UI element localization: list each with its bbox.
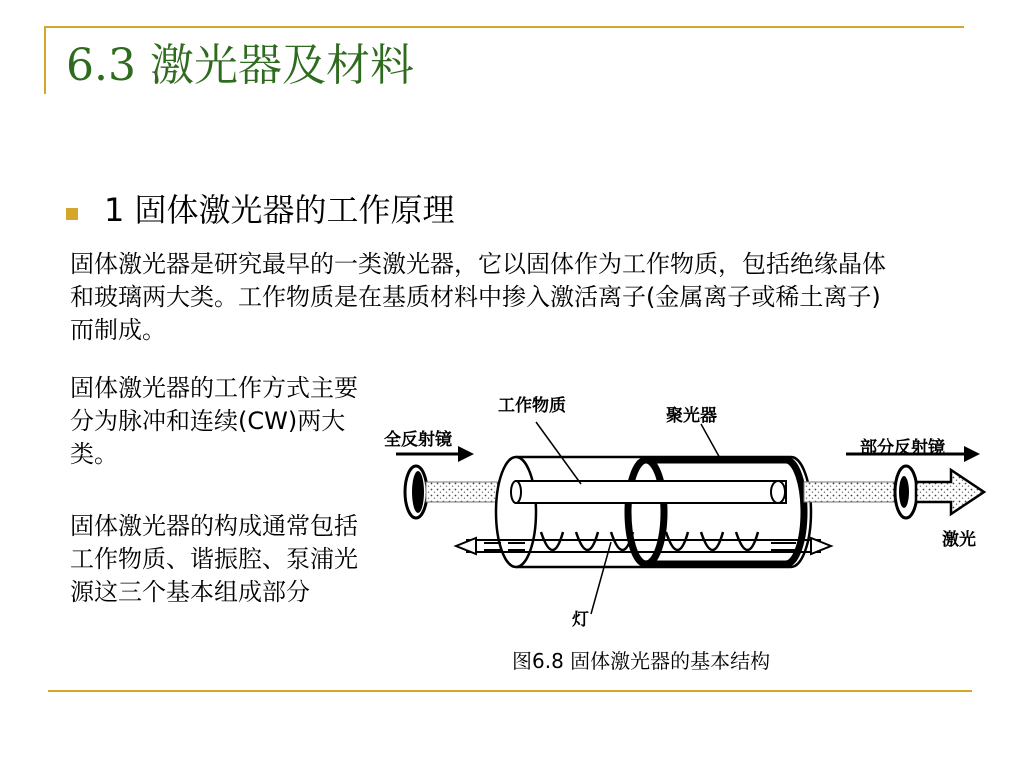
modes-paragraph: 固体激光器的工作方式主要分为脉冲和连续(CW)两大类。 <box>70 374 358 468</box>
label-working-medium: 工作物质 <box>498 396 566 416</box>
bullet-square-icon <box>66 208 78 220</box>
figure-caption: 图6.8 固体激光器的基本结构 <box>512 649 771 673</box>
label-laser: 激光 <box>942 530 976 550</box>
working-medium-rod <box>516 481 786 503</box>
beam-right <box>804 482 899 502</box>
intro-paragraph: 固体激光器是研究最早的一类激光器，它以固体作为工作物质，包括绝缘晶体和玻璃两大类。工作物质是在基质材料中掺入激活离子(金属离子或稀土离子)而制成。 <box>70 250 886 344</box>
concentrator-reflector <box>628 460 664 564</box>
label-concentrator: 聚光器 <box>666 406 717 426</box>
bullet-heading: 1 固体激光器的工作原理 <box>104 191 455 229</box>
left-rule <box>44 26 46 94</box>
slide-title: 6.3 激光器及材料 <box>66 40 414 91</box>
laser-structure-figure <box>376 392 996 652</box>
label-lamp: 灯 <box>572 610 589 630</box>
label-partial-mirror: 部分反射镜 <box>860 438 945 458</box>
label-full-mirror: 全反射镜 <box>384 430 452 450</box>
top-rule <box>46 26 964 28</box>
laser-output-arrow-icon <box>916 470 984 514</box>
leader-concentrator <box>701 424 721 460</box>
bottom-rule <box>48 690 972 692</box>
laser-diagram <box>376 392 996 652</box>
components-paragraph: 固体激光器的构成通常包括工作物质、谐振腔、泵浦光源这三个基本组成部分 <box>70 512 358 606</box>
